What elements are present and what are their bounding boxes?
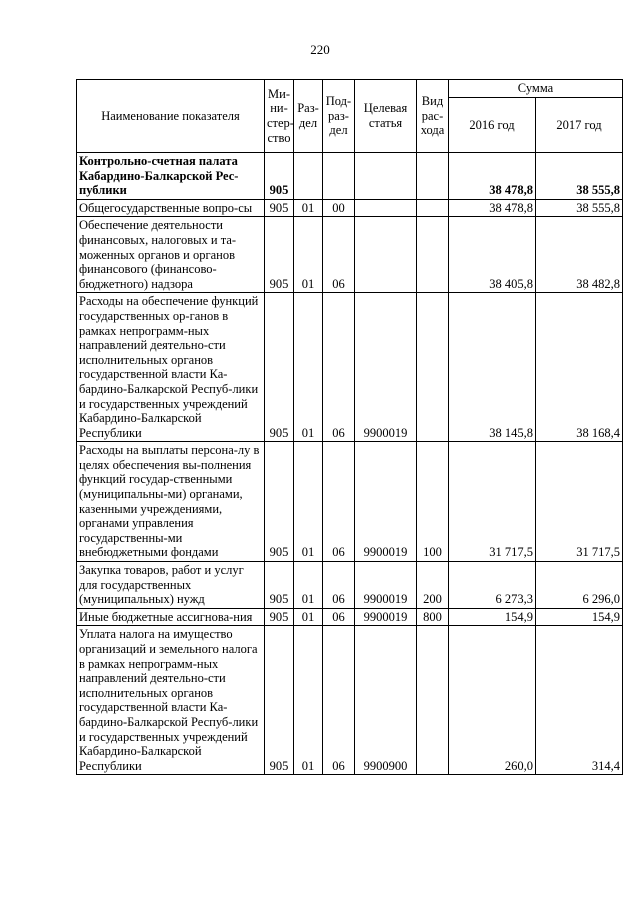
table-row — [77, 608, 623, 626]
row-subsection-cell: 06 — [323, 608, 355, 626]
row-expense-type-cell — [417, 626, 449, 775]
row-ministry-cell: 905 — [265, 442, 294, 562]
row-name-cell: Обеспечение деятельности финансовых, налоговых и та-моженных органов и органов финансового (финансово-бюджетного) надзора — [77, 217, 265, 293]
table-row — [77, 293, 623, 442]
row-subsection-cell — [323, 153, 355, 200]
row-name-cell: Контрольно-счетная палата Кабардино-Балкарской Рес-публики — [77, 153, 265, 200]
row-target-cell: 9900019 — [355, 442, 417, 562]
row-section-cell: 01 — [294, 217, 323, 293]
header-name: Наименование показателя — [77, 80, 265, 153]
row-sum-2016-cell: 154,9 — [449, 608, 536, 626]
header-subsection: Под- раз- дел — [323, 80, 355, 153]
header-ministry: Ми- ни- стер- ство — [265, 80, 294, 153]
row-sum-2017-cell: 38 555,8 — [536, 199, 623, 217]
row-ministry-cell: 905 — [265, 293, 294, 442]
row-sum-2016-cell: 38 478,8 — [449, 153, 536, 200]
table-header — [77, 80, 623, 153]
row-ministry-cell: 905 — [265, 562, 294, 609]
row-section-cell: 01 — [294, 442, 323, 562]
row-sum-2016-cell: 260,0 — [449, 626, 536, 775]
row-sum-2017-cell: 31 717,5 — [536, 442, 623, 562]
row-name-cell: Общегосударственные вопро-сы — [77, 199, 265, 217]
row-target-cell — [355, 217, 417, 293]
row-name-cell: Расходы на обеспечение функций государственных ор-ганов в рамках непрограмм-ных направлений деятельно-сти исполнительных органов государственной власти Ка-бардино-Балкарской Респуб-лики и государственных учреждений Кабардино-Балкарской Республики — [77, 293, 265, 442]
row-sum-2017-cell: 6 296,0 — [536, 562, 623, 609]
row-target-cell: 9900900 — [355, 626, 417, 775]
table-body — [77, 153, 623, 775]
row-name-cell: Уплата налога на имущество организаций и земельного налога в рамках непрограмм-ных направлений деятельно-сти исполнительных органов государственной власти Ка-бардино-Балкарской Респуб-лики и государственных учреждений Кабардино-Балкарской Республики — [77, 626, 265, 775]
row-section-cell: 01 — [294, 199, 323, 217]
row-ministry-cell: 905 — [265, 199, 294, 217]
table-row — [77, 442, 623, 562]
row-subsection-cell: 06 — [323, 293, 355, 442]
row-target-cell: 9900019 — [355, 608, 417, 626]
row-ministry-cell: 905 — [265, 153, 294, 200]
row-expense-type-cell: 200 — [417, 562, 449, 609]
header-year-2016: 2016 год — [449, 97, 536, 152]
row-section-cell: 01 — [294, 562, 323, 609]
row-sum-2016-cell: 38 145,8 — [449, 293, 536, 442]
row-expense-type-cell: 100 — [417, 442, 449, 562]
row-sum-2016-cell: 38 478,8 — [449, 199, 536, 217]
header-expense-type: Вид рас- хода — [417, 80, 449, 153]
row-sum-2017-cell: 154,9 — [536, 608, 623, 626]
row-target-cell — [355, 199, 417, 217]
table-row — [77, 217, 623, 293]
row-section-cell — [294, 153, 323, 200]
row-sum-2017-cell: 38 482,8 — [536, 217, 623, 293]
row-subsection-cell: 06 — [323, 217, 355, 293]
row-sum-2017-cell: 38 555,8 — [536, 153, 623, 200]
row-expense-type-cell — [417, 293, 449, 442]
row-name-cell: Закупка товаров, работ и услуг для государственных (муниципальных) нужд — [77, 562, 265, 609]
row-subsection-cell: 06 — [323, 442, 355, 562]
row-expense-type-cell — [417, 199, 449, 217]
row-section-cell: 01 — [294, 626, 323, 775]
row-target-cell: 9900019 — [355, 293, 417, 442]
row-section-cell: 01 — [294, 608, 323, 626]
header-target: Целевая статья — [355, 80, 417, 153]
row-sum-2016-cell: 31 717,5 — [449, 442, 536, 562]
row-expense-type-cell — [417, 217, 449, 293]
row-ministry-cell: 905 — [265, 608, 294, 626]
page-number: 220 — [310, 42, 330, 57]
table-row — [77, 153, 623, 200]
row-name-cell: Иные бюджетные ассигнова-ния — [77, 608, 265, 626]
table-row — [77, 626, 623, 775]
row-ministry-cell: 905 — [265, 626, 294, 775]
row-target-cell — [355, 153, 417, 200]
header-year-2017: 2017 год — [536, 97, 623, 152]
row-expense-type-cell — [417, 153, 449, 200]
budget-table — [76, 79, 623, 775]
row-target-cell: 9900019 — [355, 562, 417, 609]
table-row — [77, 199, 623, 217]
table-row — [77, 562, 623, 609]
row-ministry-cell: 905 — [265, 217, 294, 293]
header-sum: Сумма — [449, 80, 623, 98]
row-section-cell: 01 — [294, 293, 323, 442]
row-sum-2016-cell: 38 405,8 — [449, 217, 536, 293]
row-name-cell: Расходы на выплаты персона-лу в целях обеспечения вы-полнения функций государ-ственными (муниципальны-ми) органами, казенными учреждениями, органами управления государственны-ми внебюджетными фондами — [77, 442, 265, 562]
row-subsection-cell: 06 — [323, 626, 355, 775]
row-sum-2017-cell: 38 168,4 — [536, 293, 623, 442]
row-expense-type-cell: 800 — [417, 608, 449, 626]
row-subsection-cell: 00 — [323, 199, 355, 217]
row-sum-2017-cell: 314,4 — [536, 626, 623, 775]
row-subsection-cell: 06 — [323, 562, 355, 609]
header-section: Раз- дел — [294, 80, 323, 153]
row-sum-2016-cell: 6 273,3 — [449, 562, 536, 609]
